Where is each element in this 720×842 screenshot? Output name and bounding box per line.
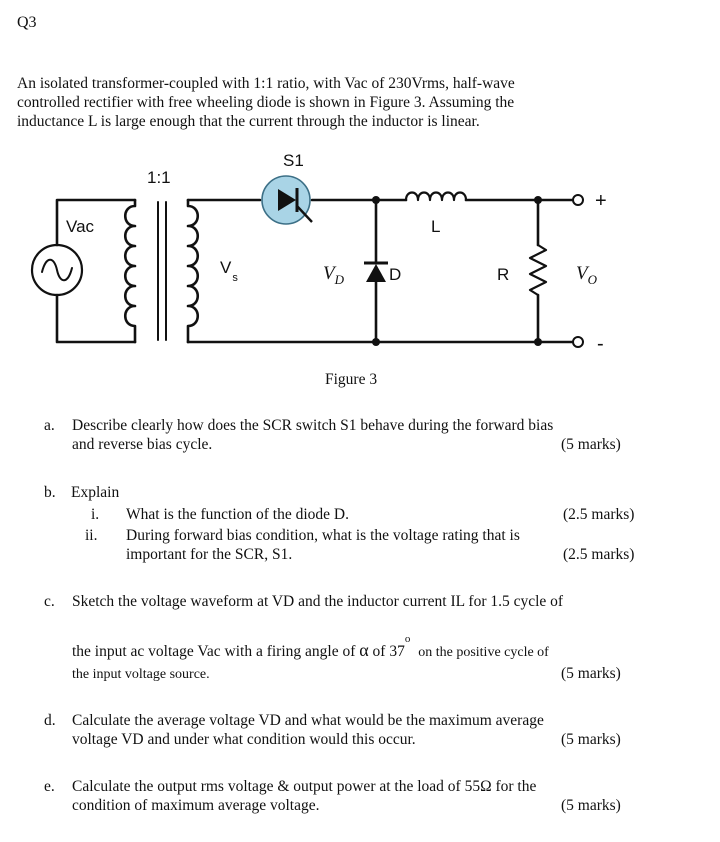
part-b-item-number: ii. bbox=[85, 527, 98, 544]
part-e-marks: (5 marks) bbox=[561, 797, 621, 814]
part-c-text: on the positive cycle of bbox=[418, 645, 549, 661]
label-plus: + bbox=[595, 190, 607, 212]
part-e-line: condition of maximum average voltage. bbox=[72, 797, 320, 814]
part-e-letter: e. bbox=[44, 778, 55, 795]
part-b-item-number: i. bbox=[91, 506, 100, 523]
part-d-line: Calculate the average voltage VD and what would be the maximum average bbox=[72, 712, 544, 729]
primary-wire-bottom bbox=[57, 295, 135, 342]
label-vo: $V_O$ bbox=[576, 263, 597, 287]
inductor-coil bbox=[406, 193, 466, 201]
intro-line: inductance L is large enough that the current through the inductor is linear. bbox=[17, 113, 480, 130]
part-b-letter: b. bbox=[44, 484, 56, 501]
part-b-item-text: During forward bias condition, what is the voltage rating that is bbox=[126, 527, 520, 544]
part-c-letter: c. bbox=[44, 593, 55, 610]
part-c-line bbox=[72, 633, 549, 662]
figure-caption: Figure 3 bbox=[325, 371, 378, 388]
label-resistor-r: R bbox=[497, 265, 510, 284]
secondary-coil bbox=[188, 200, 198, 342]
junction-dot bbox=[534, 338, 542, 346]
part-b-title: Explain bbox=[71, 484, 120, 501]
part-e-line: Calculate the output rms voltage & output power at the load of 55Ω for the bbox=[72, 778, 537, 795]
label-s1: S1 bbox=[283, 151, 304, 170]
label-vd: $V_D$ bbox=[323, 263, 344, 287]
alpha-symbol: α bbox=[359, 640, 369, 661]
part-d-line: voltage VD and under what condition would this occur. bbox=[72, 731, 416, 748]
primary-coil bbox=[125, 200, 135, 342]
part-c-line: Sketch the voltage waveform at VD and the inductor current IL for 1.5 cycle of bbox=[72, 593, 564, 610]
intro-line: controlled rectifier with free wheeling diode is shown in Figure 3. Assuming the bbox=[17, 94, 515, 111]
part-c-marks: (5 marks) bbox=[561, 665, 621, 682]
label-ratio: 1:1 bbox=[147, 168, 171, 187]
ac-sine-wave bbox=[42, 260, 72, 281]
label-minus: - bbox=[597, 333, 604, 355]
part-b-item-marks: (2.5 marks) bbox=[563, 506, 635, 523]
label-vac: Vac bbox=[66, 217, 95, 236]
degree-symbol: o bbox=[404, 633, 411, 645]
part-c-line: the input voltage source. bbox=[72, 667, 210, 682]
output-terminal-positive bbox=[573, 195, 583, 205]
part-a-line: and reverse bias cycle. bbox=[72, 436, 213, 453]
part-c-text: of 37 bbox=[372, 643, 405, 661]
label-inductor-l: L bbox=[431, 217, 441, 236]
junction-dot bbox=[372, 338, 380, 346]
part-a-letter: a. bbox=[44, 417, 55, 434]
intro-line: An isolated transformer-coupled with 1:1 ratio, with Vac of 230Vrms, half-wave bbox=[17, 75, 515, 92]
part-b-item-text: important for the SCR, S1. bbox=[126, 546, 293, 563]
junction-dot bbox=[372, 196, 380, 204]
output-terminal-negative bbox=[573, 337, 583, 347]
junction-dot bbox=[534, 196, 542, 204]
part-a-marks: (5 marks) bbox=[561, 436, 621, 453]
part-d-marks: (5 marks) bbox=[561, 731, 621, 748]
part-c-text: the input ac voltage Vac with a firing angle of bbox=[72, 643, 356, 661]
question-number: Q3 bbox=[17, 14, 37, 31]
scr-s1-symbol bbox=[262, 176, 312, 224]
part-a-line: Describe clearly how does the SCR switch S1 behave during the forward bias bbox=[72, 417, 554, 434]
label-vs: $V_s$ bbox=[220, 258, 238, 284]
label-diode-d: D bbox=[389, 265, 402, 284]
diode-d-symbol bbox=[364, 263, 388, 282]
part-b-item-text: What is the function of the diode D. bbox=[126, 506, 349, 523]
part-b-item-marks: (2.5 marks) bbox=[563, 546, 635, 563]
resistor-zigzag bbox=[530, 245, 546, 295]
part-d-letter: d. bbox=[44, 712, 56, 729]
